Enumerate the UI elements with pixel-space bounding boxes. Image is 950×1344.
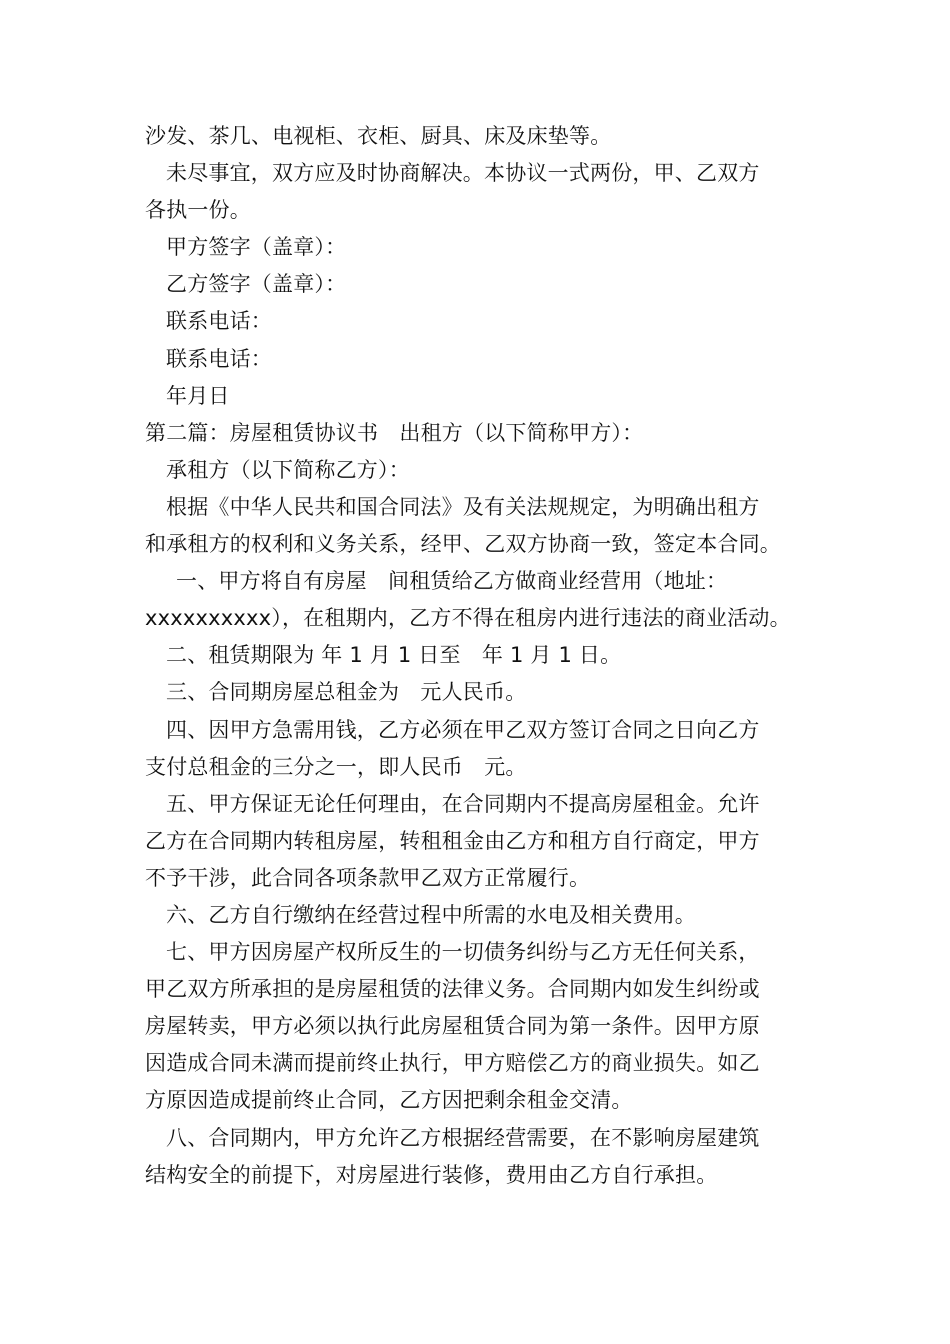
text-line-18: 支付总租金的三分之一，即人民币 元。 bbox=[145, 754, 527, 779]
document-body bbox=[145, 118, 810, 1194]
phone-line-1: 联系电话： bbox=[166, 309, 272, 334]
clause-5: 五、甲方保证无论任何理由，在合同期内不提高房屋租金。允许 bbox=[166, 791, 760, 816]
section-heading: 第二篇：房屋租赁协议书 出租方（以下简称甲方）： bbox=[145, 420, 644, 445]
date-line: 年月日 bbox=[166, 383, 230, 408]
text-line-1: 沙发、茶几、电视柜、衣柜、厨具、床及床垫等。 bbox=[145, 124, 612, 148]
text-line-24: 甲乙双方所承担的是房屋租赁的法律义务。合同期内如发生纠纷或 bbox=[145, 977, 760, 1002]
text-line-21: 不予干涉，此合同各项条款甲乙双方正常履行。 bbox=[145, 865, 591, 890]
phone-line-2: 联系电话： bbox=[166, 346, 272, 371]
text-line-2: 未尽事宜，双方应及时协商解决。本协议一式两份，甲、乙双方 bbox=[166, 161, 760, 186]
clause-1: 一、甲方将自有房屋 间租赁给乙方做商业经营用（地址： bbox=[176, 569, 728, 594]
clause-2: 二、租赁期限为 年 1 月 1 日至 年 1 月 1 日。 bbox=[166, 643, 622, 668]
text-line-3: 各执一份。 bbox=[145, 198, 251, 223]
clause-7: 七、甲方因房屋产权所反生的一切债务纠纷与乙方无任何关系， bbox=[166, 940, 760, 965]
clause-3: 三、合同期房屋总租金为 元人民币。 bbox=[166, 680, 527, 705]
text-line-20: 乙方在合同期内转租房屋，转租租金由乙方和租方自行商定，甲方 bbox=[145, 828, 760, 853]
text-line-11: 根据《中华人民共和国合同法》及有关法规规定，为明确出租方 bbox=[166, 494, 760, 519]
text-line-27: 方原因造成提前终止合同，乙方因把剩余租金交清。 bbox=[145, 1088, 633, 1113]
text-line-25: 房屋转卖，甲方必须以执行此房屋租赁合同为第一条件。因甲方原 bbox=[145, 1014, 760, 1039]
clause-8: 八、合同期内，甲方允许乙方根据经营需要，在不影响房屋建筑 bbox=[166, 1125, 760, 1150]
signature-party-a: 甲方签字（盖章）： bbox=[166, 235, 347, 260]
clause-4: 四、因甲方急需用钱，乙方必须在甲乙双方签订合同之日向乙方 bbox=[166, 717, 760, 742]
text-line-12: 和承租方的权利和义务关系，经甲、乙双方协商一致，签定本合同。 bbox=[145, 532, 781, 557]
text-line-29: 结构安全的前提下，对房屋进行装修，费用由乙方自行承担。 bbox=[145, 1162, 718, 1187]
lessee-line: 承租方（以下简称乙方）： bbox=[166, 457, 410, 482]
clause-6: 六、乙方自行缴纳在经营过程中所需的水电及相关费用。 bbox=[166, 902, 696, 927]
signature-party-b: 乙方签字（盖章）： bbox=[166, 272, 347, 297]
text-line-26: 因造成合同未满而提前终止执行，甲方赔偿乙方的商业损失。如乙 bbox=[145, 1051, 760, 1076]
text-line-14: xxxxxxxxxx），在租期内，乙方不得在租房内进行违法的商业活动。 bbox=[145, 606, 791, 631]
